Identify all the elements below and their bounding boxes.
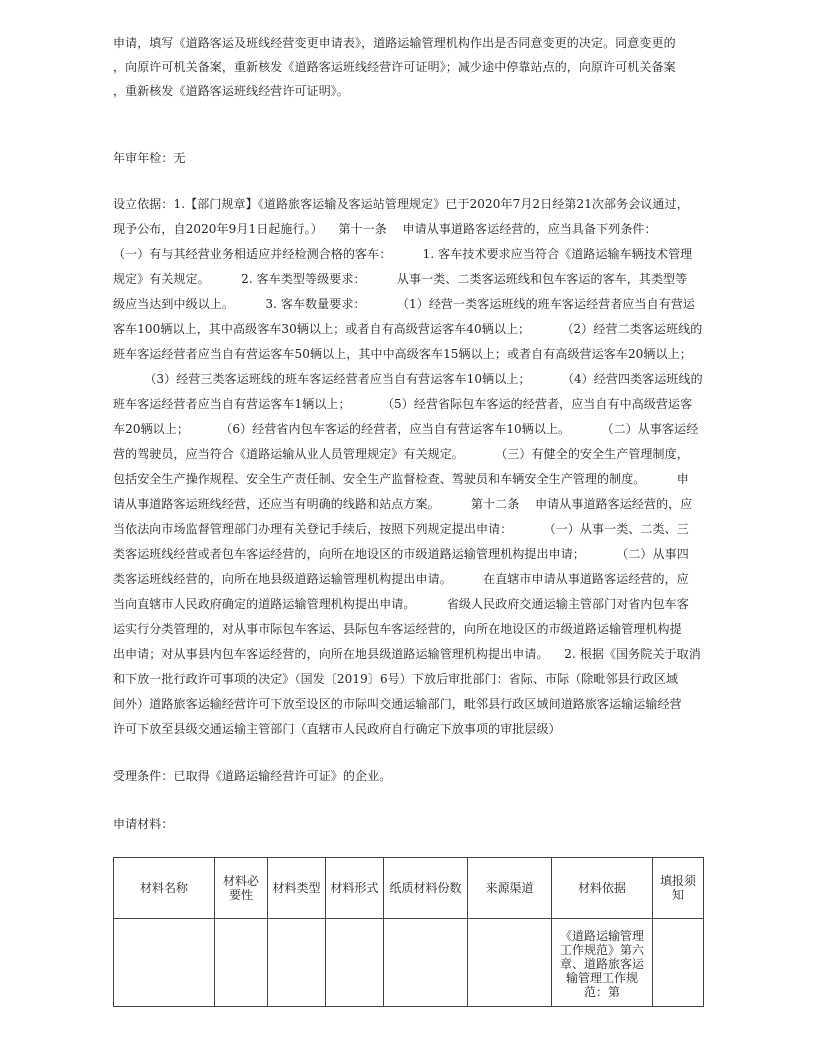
text-line: 包括安全生产操作规程、安全生产责任制、安全生产监督检查、驾驶员和车辆安全生产管理的制度。 申	[113, 472, 689, 486]
table-header-cell: 材料必要性	[215, 858, 268, 919]
table-cell-notes	[653, 919, 704, 1007]
table-cell-basis: 《道路运输管理工作规范》第六章、道路旅客运输管理工作规范：第	[552, 919, 653, 1007]
table-header-row	[114, 858, 704, 919]
text-line: 规定》有关规定。 2. 客车类型等级要求： 从事一类、二类客运班线和包车客运的客车，其类型等	[113, 272, 688, 286]
table-cell-source	[468, 919, 552, 1007]
text-line: 级应当达到中级以上。 3. 客车数量要求： （1）经营一类客运班线的班车客运经营者应当自有营运	[113, 297, 696, 311]
materials-table	[113, 857, 704, 1007]
text-line: 客车100辆以上，其中高级客车30辆以上；或者自有高级营运客车40辆以上； （2）经营二类客运班线的	[113, 322, 703, 336]
text-line: 许可下放至县级交通运输主管部门（直辖市人民政府自行确定下放事项的审批层级）	[113, 722, 561, 736]
acceptance-line: 受理条件：已取得《道路运输经营许可证》的企业。	[113, 769, 392, 783]
table-row	[114, 919, 704, 1007]
text-line: 设立依据：1.【部门规章】《道路旅客运输及客运站管理规定》已于2020年7月2日经第21次部务会议通过，	[113, 197, 689, 211]
text-line: 班车客运经营者应当自有营运客车1辆以上； （5）经营省际包车客运的经营者，应当自有中高级营运客	[113, 397, 693, 411]
text-line: 请从事道路客运班线经营，还应当有明确的线路和站点方案。 第十二条 申请从事道路客运经营的，应	[113, 497, 693, 511]
text-line: 间外）道路旅客运输经营许可下放至设区的市际叫交通运输部门，毗邻县行政区域间道路旅客运输运输经营	[113, 697, 682, 711]
text-line: 车20辆以上； （6）经营省内包车客运的经营者，应当自有营运客车10辆以上。 （二）从事客运经	[113, 422, 699, 436]
table-cell-form	[326, 919, 384, 1007]
text-line: ，向原许可机关备案，重新核发《道路客运班线经营许可证明》；减少途中停靠站点的，向原许可机关备案	[113, 60, 676, 74]
table-cell-type	[268, 919, 326, 1007]
text-line: 现予公布，自2020年9月1日起施行。） 第十一条 申请从事道路客运经营的，应当具备下列条件：	[113, 222, 657, 236]
table-header-cell: 纸质材料份数	[384, 858, 468, 919]
text-line: 出申请；对从事县内包车客运经营的，向所在地县级道路运输管理机构提出申请。 2. 根据《国务院关于取消	[113, 647, 701, 661]
text-line: 运实行分类管理的，对从事市际包车客运、县际包车客运经营的，向所在地设区的市级道路运输管理机构提	[113, 622, 682, 636]
annual-check-line: 年审年检：无	[113, 151, 186, 165]
table-header-cell: 材料名称	[114, 858, 215, 919]
text-line: ，重新核发《道路客运班线经营许可证明》。	[113, 84, 350, 98]
text-line: （一）有与其经营业务相适应并经检测合格的客车： 1. 客车技术要求应当符合《道路运输车辆技术管理	[113, 247, 693, 261]
table-header-cell: 填报须知	[653, 858, 704, 919]
text-line: 类客运班线经营或者包车客运经营的，向所在地设区的市级道路运输管理机构提出申请； （二）从事四	[113, 547, 689, 561]
table-cell-copies	[384, 919, 468, 1007]
table-header-cell: 材料形式	[326, 858, 384, 919]
text-line: 当向直辖市人民政府确定的道路运输管理机构提出申请。 省级人民政府交通运输主管部门对省内包车客	[113, 597, 689, 611]
text-line: （3）经营三类客运班线的班车客运经营者应当自有营运客车10辆以上； （4）经营四类客运班线的	[113, 372, 703, 386]
table-cell-necessity	[215, 919, 268, 1007]
text-line: 和下放一批行政许可事项的决定》（国发〔2019〕6号）下放后审批部门：省际、市际（除毗邻县行政区域	[113, 672, 679, 686]
text-line: 营的驾驶员，应当符合《道路运输从业人员管理规定》有关规定。 （三）有健全的安全生产管理制度，	[113, 447, 689, 461]
table-cell-name	[114, 919, 215, 1007]
table-header-cell: 材料类型	[268, 858, 326, 919]
text-line: 当依法向市场监督管理部门办理有关登记手续后，按照下列规定提出申请： （一）从事一类、二类、三	[113, 522, 689, 536]
text-line: 类客运班线经营的，向所在地县级道路运输管理机构提出申请。 在直辖市申请从事道路客运经营的，应	[113, 572, 689, 586]
materials-heading: 申请材料：	[113, 817, 174, 831]
text-line: 班车客运经营者应当自有营运客车50辆以上，其中中高级客车15辆以上；或者自有高级营运客车20辆以上；	[113, 347, 692, 361]
table-header-cell: 材料依据	[552, 858, 653, 919]
table-header-cell: 来源渠道	[468, 858, 552, 919]
text-line: 申请，填写《道路客运及班线经营变更申请表》，道路运输管理机构作出是否同意变更的决定。同意变更的	[113, 36, 676, 50]
